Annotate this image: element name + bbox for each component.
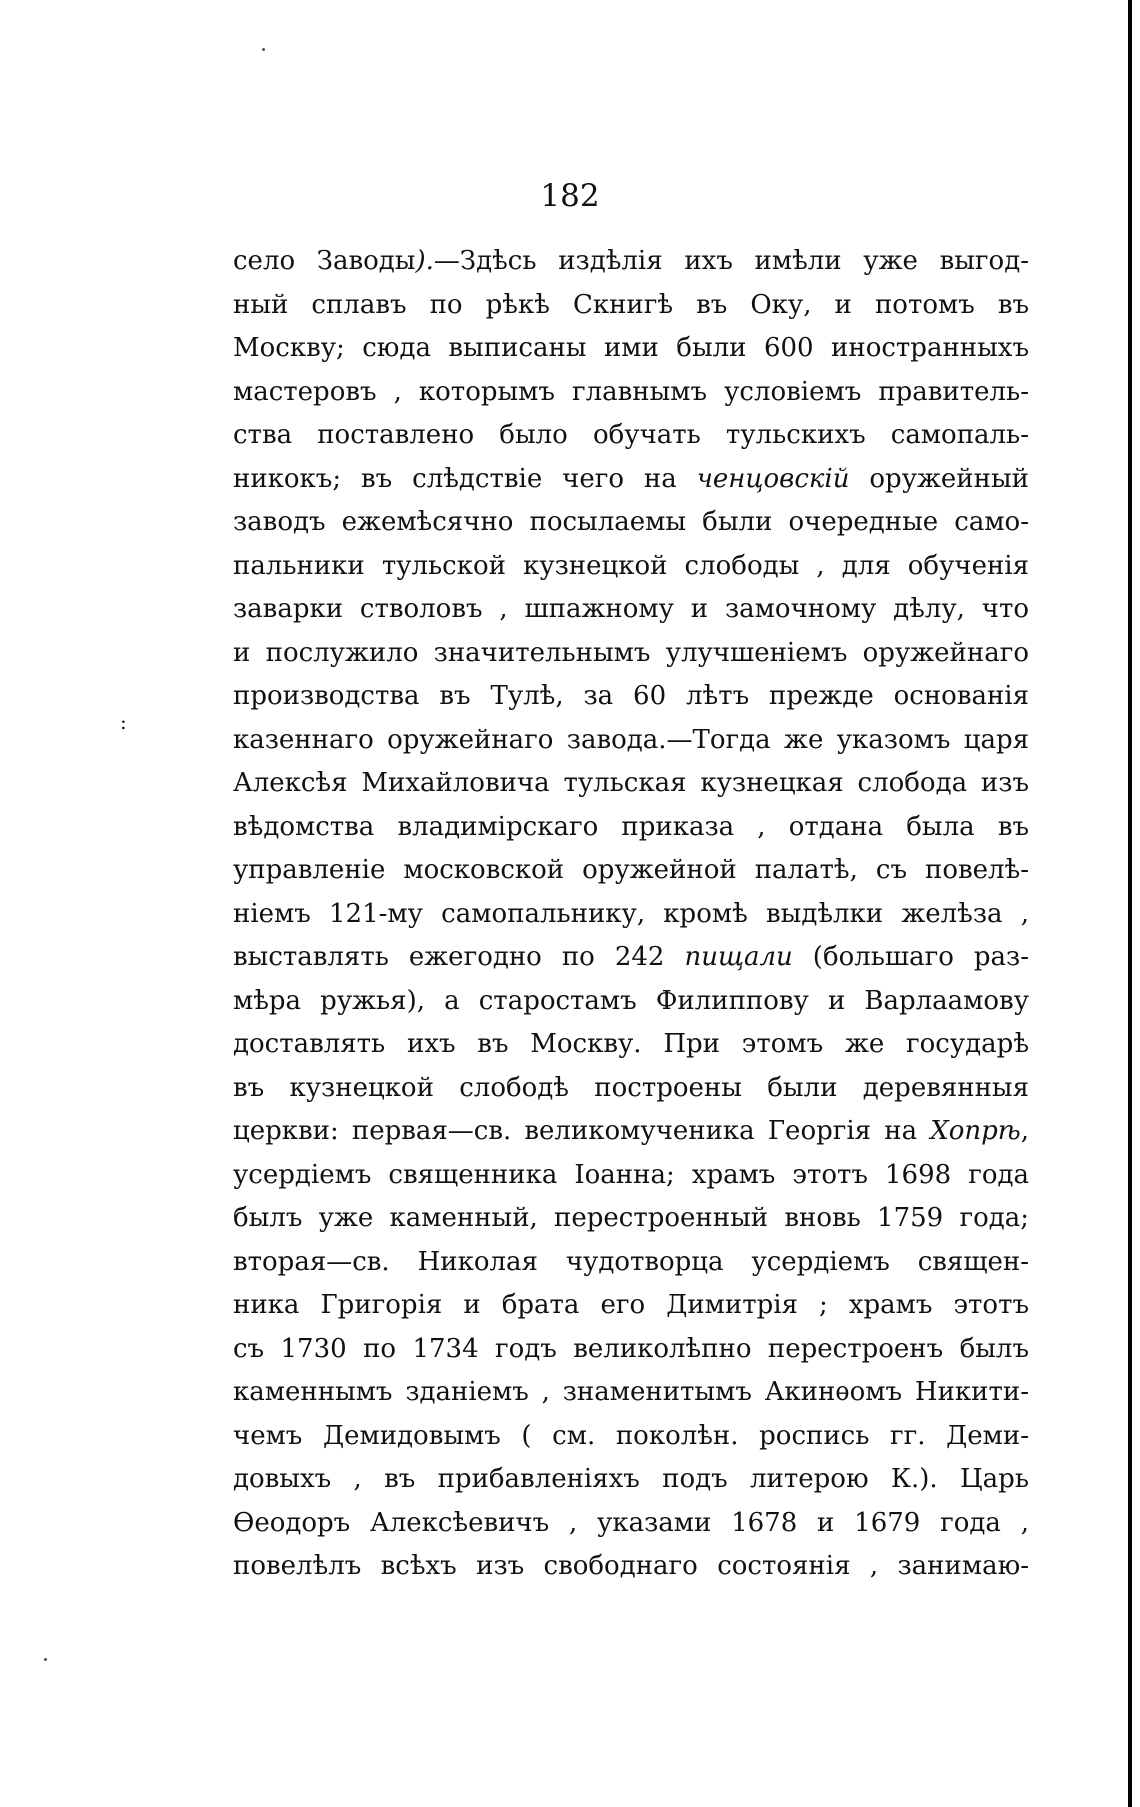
text-line xyxy=(233,719,1029,763)
text-line xyxy=(233,1545,1029,1589)
text-line xyxy=(233,1415,1029,1459)
text-line xyxy=(233,458,1029,502)
text-line xyxy=(233,240,1029,284)
text-line xyxy=(233,1023,1029,1067)
text-segment: казеннаго оружейнаго завода.—Тогда же указомъ царя xyxy=(233,724,1029,755)
italic-text-segment: пищали xyxy=(684,942,793,972)
text-segment: пальники тульской кузнецкой слободы , для обученія xyxy=(233,550,1029,581)
text-segment: заварки стволовъ , шпажному и замочному дѣлу, что xyxy=(233,594,1029,624)
text-line xyxy=(233,762,1029,806)
text-line xyxy=(233,371,1029,415)
text-line xyxy=(233,1458,1029,1502)
text-segment: ства поставлено было обучать тульскихъ самопаль- xyxy=(233,420,1029,450)
text-segment: оружейный xyxy=(849,463,1029,494)
text-line xyxy=(233,632,1029,676)
text-segment: чемъ Демидовымъ ( см. поколѣн. роспись гг. Деми- xyxy=(233,1420,1029,1451)
text-line xyxy=(233,1502,1029,1546)
text-segment: вторая—св. Николая чудотворца усердіемъ священ- xyxy=(233,1246,1029,1277)
text-segment: никокъ; въ слѣдствіе чего на xyxy=(233,463,697,494)
text-segment: и послужило значительнымъ улучшеніемъ оружейнаго xyxy=(233,637,1029,668)
text-line xyxy=(233,545,1029,589)
text-line xyxy=(233,588,1029,632)
text-line xyxy=(233,849,1029,893)
italic-text-segment: ). xyxy=(415,246,434,276)
text-segment: мѣра ружья), а старостамъ Филиппову и Варлаамову xyxy=(233,985,1029,1016)
text-segment: ный сплавъ по рѣкѣ Скнигѣ въ Оку, и потомъ въ xyxy=(233,289,1029,320)
body-text xyxy=(233,240,1029,1589)
text-line xyxy=(233,327,1029,371)
text-line xyxy=(233,414,1029,458)
text-segment: Москву; сюда выписаны ими были 600 иностранныхъ xyxy=(233,333,1029,363)
text-segment: былъ уже каменный, перестроенный вновь 1759 года; xyxy=(233,1203,1029,1233)
text-segment: село Заводы xyxy=(233,246,416,276)
text-line xyxy=(233,1154,1029,1198)
text-line xyxy=(233,284,1029,328)
text-line xyxy=(233,501,1029,545)
text-line xyxy=(233,1067,1029,1111)
text-line xyxy=(233,675,1029,719)
text-segment: мастеровъ , которымъ главнымъ условіемъ правитель- xyxy=(233,376,1029,407)
text-line xyxy=(233,1197,1029,1241)
text-segment: управленіе московской оружейной палатѣ, съ повелѣ- xyxy=(233,855,1029,885)
page-edge-line xyxy=(1128,0,1132,1807)
text-line xyxy=(233,1328,1029,1372)
text-line xyxy=(233,980,1029,1024)
text-segment: Ѳеодоръ Алексѣевичъ , указами 1678 и 1679 года , xyxy=(233,1507,1029,1538)
text-segment: доставлять ихъ въ Москву. При этомъ же государѣ xyxy=(233,1029,1029,1059)
text-line xyxy=(233,1371,1029,1415)
page-number: 182 xyxy=(540,178,600,214)
italic-text-segment: ченцовскій xyxy=(696,463,850,494)
text-segment: въ кузнецкой слободѣ построены были деревянныя xyxy=(233,1072,1029,1103)
margin-mark: : xyxy=(120,710,127,734)
text-segment: повелѣлъ всѣхъ изъ свободнаго состоянія , занимаю- xyxy=(233,1551,1029,1581)
margin-speck xyxy=(262,48,265,51)
text-segment: производства въ Тулѣ, за 60 лѣтъ прежде основанія xyxy=(233,681,1029,711)
text-segment: довыхъ , въ прибавленіяхъ подъ литерою К.). Царь xyxy=(233,1464,1029,1494)
text-segment: усердіемъ священника Іоанна; храмъ этотъ 1698 года xyxy=(233,1159,1029,1190)
text-line xyxy=(233,1284,1029,1328)
text-segment: —Здѣсь издѣлія ихъ имѣли уже выгод- xyxy=(433,246,1029,276)
text-line xyxy=(233,893,1029,937)
text-segment: вѣдомства владимірскаго приказа , отдана была въ xyxy=(233,811,1029,842)
text-segment: ника Григорія и брата его Димитрія ; храмъ этотъ xyxy=(233,1290,1029,1320)
text-segment: Алексѣя Михайловича тульская кузнецкая слобода изъ xyxy=(233,768,1029,798)
text-segment: ніемъ 121-му самопальнику, кромѣ выдѣлки желѣза , xyxy=(233,898,1029,929)
text-segment: , xyxy=(1020,1116,1029,1146)
text-segment: каменнымъ зданіемъ , знаменитымъ Акинѳомъ Никити- xyxy=(233,1377,1029,1407)
text-line xyxy=(233,1110,1029,1154)
text-segment: церкви: первая—св. великомученика Георгія на xyxy=(233,1116,931,1146)
text-line xyxy=(233,806,1029,850)
text-segment: заводъ ежемѣсячно посылаемы были очередные само- xyxy=(233,507,1029,537)
text-line xyxy=(233,1241,1029,1285)
margin-speck xyxy=(44,1658,47,1661)
italic-text-segment: Хопрѣ xyxy=(930,1116,1021,1146)
text-segment: выставлять ежегодно по 242 xyxy=(233,942,685,972)
text-segment: съ 1730 по 1734 годъ великолѣпно перестроенъ былъ xyxy=(233,1333,1029,1364)
text-segment: (большаго раз- xyxy=(792,942,1029,972)
text-line xyxy=(233,936,1029,980)
